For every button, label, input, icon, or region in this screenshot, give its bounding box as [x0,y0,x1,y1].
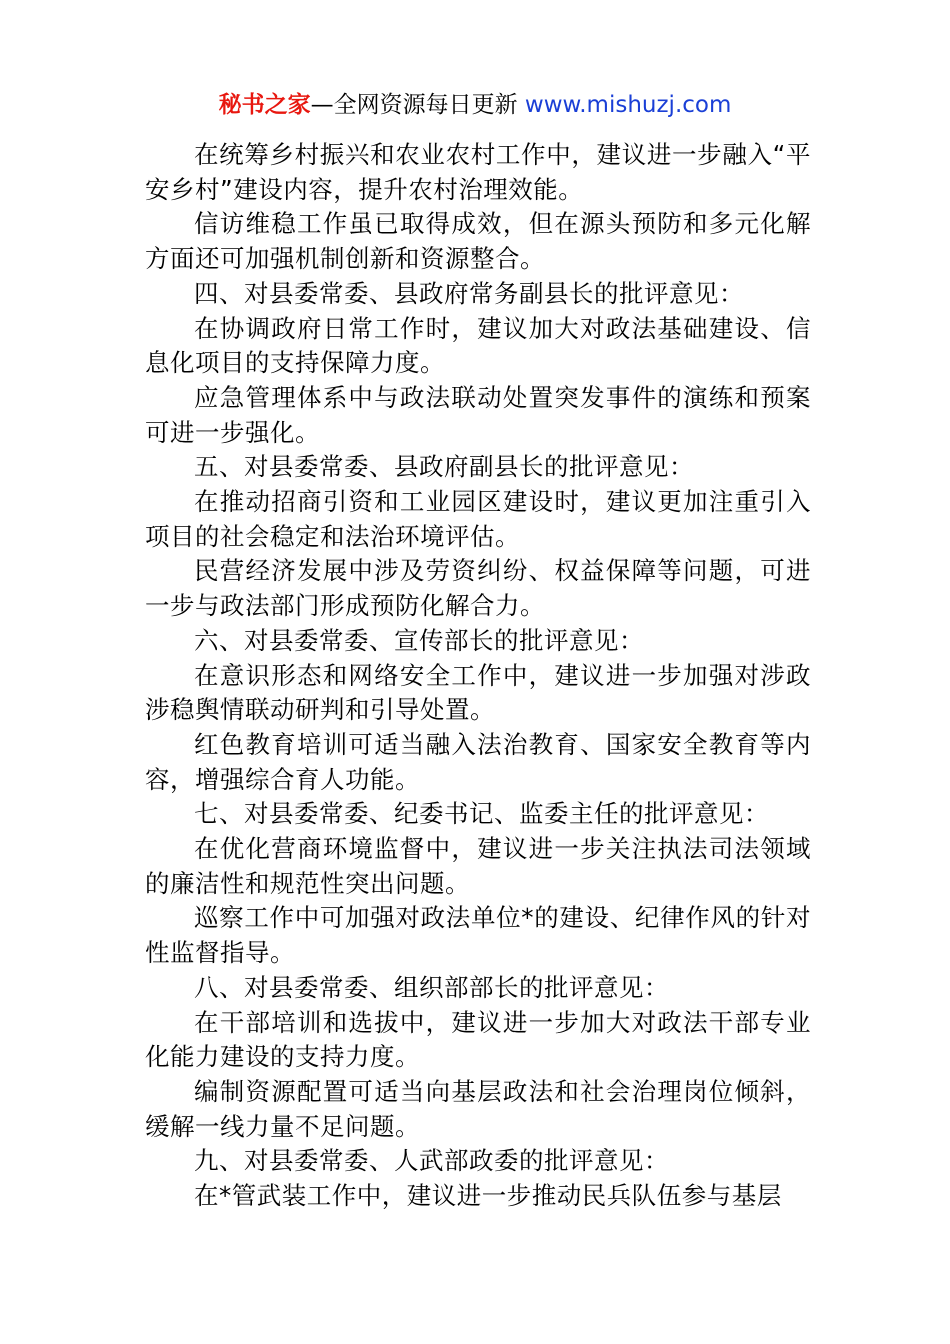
page-header [0,88,950,122]
paragraph: 编制资源配置可适当向基层政法和社会治理岗位倾斜，缓解一线力量不足问题。 [145,1076,811,1141]
header-brand: 秘书之家 [218,92,311,118]
section-heading: 八、对县委常委、组织部部长的批评意见： [194,972,669,1002]
document-body [145,138,811,1214]
paragraph: 在*管武装工作中，建议进一步推动民兵队伍参与基层 [194,1181,782,1211]
header-tagline: —全网资源每日更新 [310,92,525,118]
paragraph: 民营经济发展中涉及劳资纠纷、权益保障等问题，可进一步与政法部门形成预防化解合力。 [145,556,811,621]
paragraph: 在推动招商引资和工业园区建设时，建议更加注重引入项目的社会稳定和法治环境评估。 [145,487,811,551]
section-heading: 四、对县委常委、县政府常务副县长的批评意见： [194,278,744,308]
paragraph: 红色教育培训可适当融入法治教育、国家安全教育等内容，增强综合育人功能。 [145,729,811,794]
section-heading: 六、对县委常委、宣传部长的批评意见： [194,625,644,655]
paragraph: 在统筹乡村振兴和农业农村工作中，建议进一步融入“平安乡村”建设内容，提升农村治理效能。 [145,140,811,204]
header-url[interactable]: www.mishuzj.com [524,92,732,118]
section-heading: 九、对县委常委、人武部政委的批评意见： [194,1146,669,1176]
paragraph: 在协调政府日常工作时，建议加大对政法基础建设、信息化项目的支持保障力度。 [145,313,811,378]
paragraph: 在干部培训和选拔中，建议进一步加大对政法干部专业化能力建设的支持力度。 [145,1007,811,1072]
section-heading: 七、对县委常委、纪委书记、监委主任的批评意见： [194,799,769,829]
paragraph: 应急管理体系中与政法联动处置突发事件的演练和预案可进一步强化。 [145,382,811,447]
paragraph: 在意识形态和网络安全工作中，建议进一步加强对涉政涉稳舆情联动研判和引导处置。 [145,660,811,725]
paragraph: 在优化营商环境监督中，建议进一步关注执法司法领域的廉洁性和规范性突出问题。 [145,834,811,898]
paragraph: 信访维稳工作虽已取得成效，但在源头预防和多元化解方面还可加强机制创新和资源整合。 [145,209,811,274]
paragraph: 巡察工作中可加强对政法单位*的建设、纪律作风的针对性监督指导。 [145,903,811,968]
section-heading: 五、对县委常委、县政府副县长的批评意见： [194,452,694,482]
